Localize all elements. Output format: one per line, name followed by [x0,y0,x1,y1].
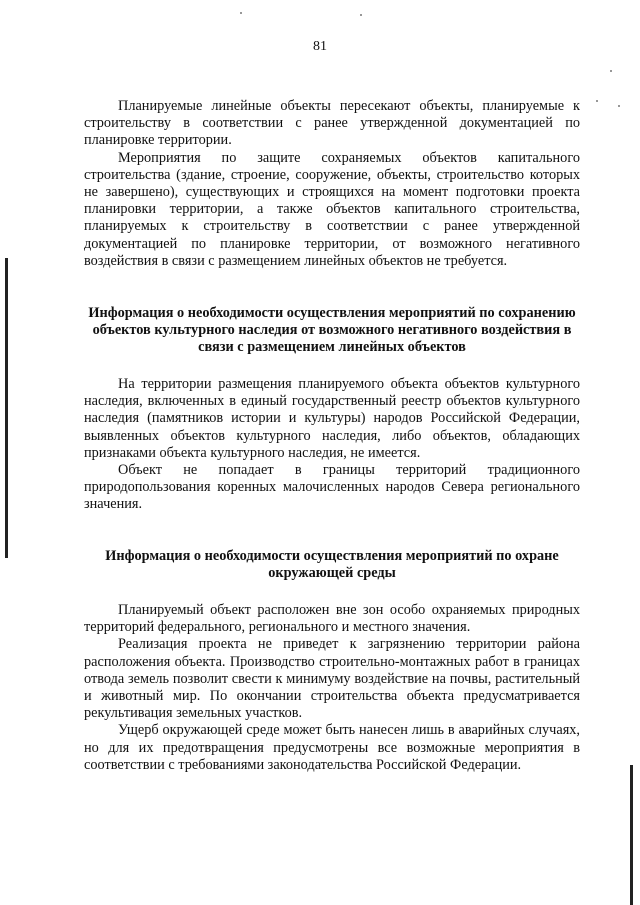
scan-speck [618,105,620,107]
heritage-section [84,376,580,514]
paragraph: Объект не попадает в границы территорий традиционного природопользования коренных малочисленных народов Севера регионального значения. [84,462,580,513]
environment-section [84,602,580,774]
paragraph: Реализация проекта не приведет к загрязнению территории района расположения объекта. Производство строительно-монтажных работ в границах отвода земель позволит свести к минимуму воздействие на почвы, растительный и животный мир. По окончании строительства объекта предусматривается рекультивация земельных участков. [84,636,580,722]
paragraph: На территории размещения планируемого объекта объектов культурного наследия, включенных в единый государственный реестр объектов культурного наследия (памятников истории и культуры) народов Российской Федерации, выявленных объектов культурного наследия, либо объектов, обладающих признаками объекта культурного наследия, не имеется. [84,376,580,461]
paragraph: Ущерб окружающей среде может быть нанесен лишь в аварийных случаях, но для их предотвращения предусмотрены все возможные мероприятия в соответствии с требованиями законодательства Российской Федерации. [84,722,580,773]
scan-speck [596,100,598,102]
page-number: 81 [313,39,327,54]
paragraph: Планируемый объект расположен вне зон особо охраняемых природных территорий федерального, регионального и местного значения. [84,602,580,636]
intro-section [84,98,580,270]
section-heading-heritage: Информация о необходимости осуществления мероприятий по сохранению объектов культурного наследия от возможного негативного воздействия в связи с размещением линейных объектов [88,305,576,356]
scan-speck [360,14,362,16]
scan-edge-mark-left [5,258,8,558]
scan-edge-mark-right [630,765,633,905]
paragraph: Планируемые линейные объекты пересекают объекты, планируемые к строительству в соответствии с ранее утвержденной документацией по планировке территории. [84,98,580,149]
paragraph: Мероприятия по защите сохраняемых объектов капитального строительства (здание, строение, сооружение, объекты, строительство которых не завершено), существующих и строящихся на момент подготовки проекта планировки территории, а также объектов капитального строительства, планируемых к строительству в соответствии с ранее утвержденной документацией по планировке территории, от возможного негативного воздействия в связи с размещением линейных объектов не требуется. [84,149,580,269]
section-heading-environment: Информация о необходимости осуществления мероприятий по охране окружающей среды [105,548,559,582]
scan-speck [610,70,612,72]
scan-speck [240,12,242,14]
